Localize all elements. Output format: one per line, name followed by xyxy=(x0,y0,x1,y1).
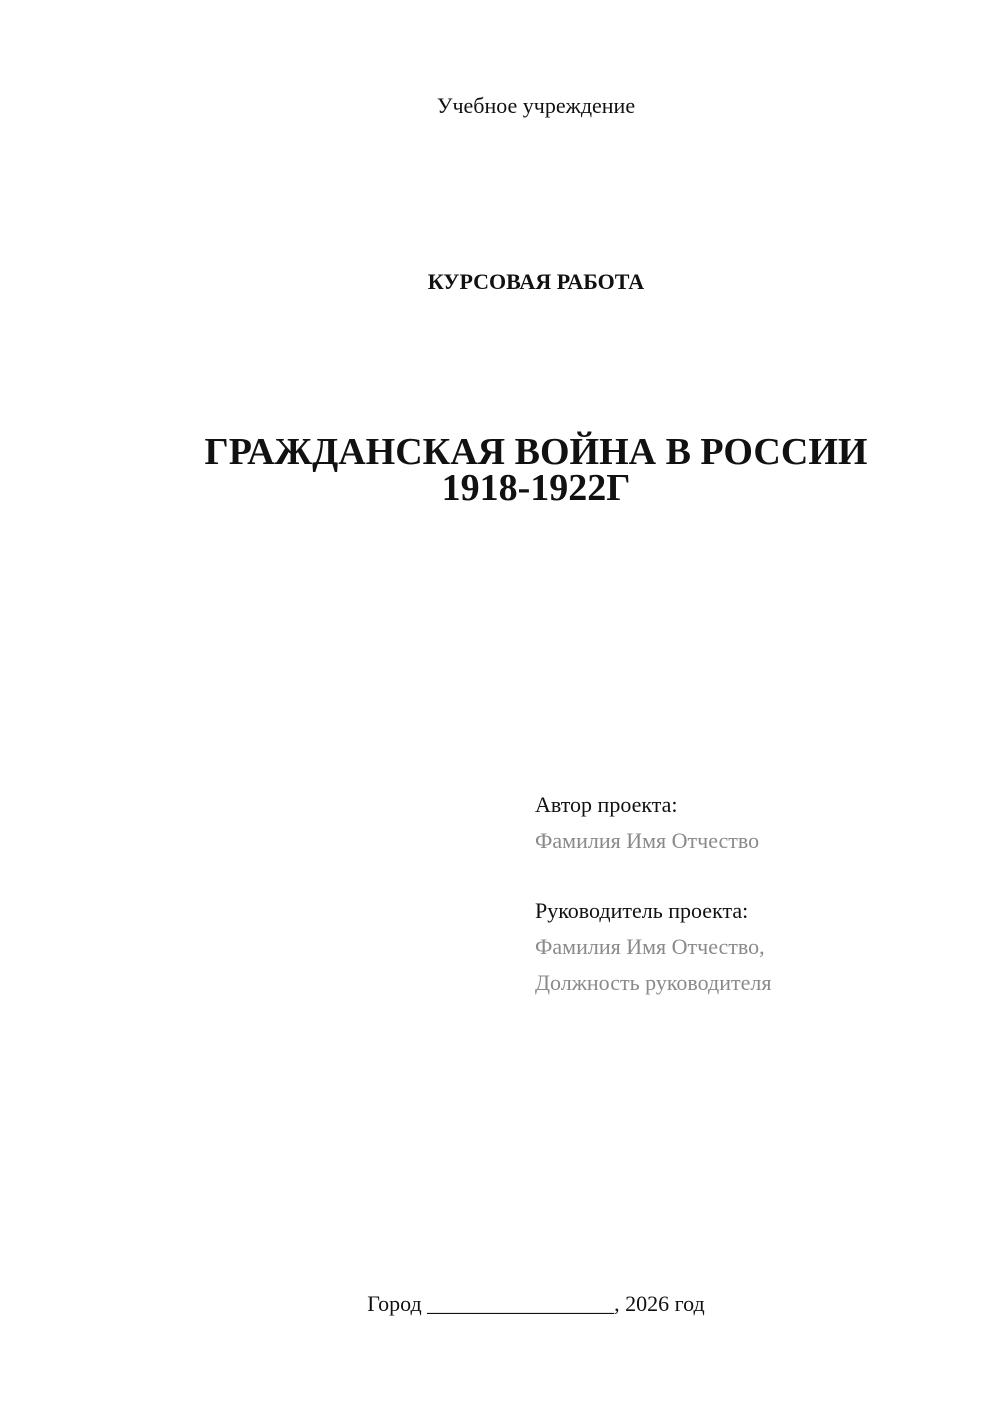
credits-spacer xyxy=(535,859,975,893)
city-year-footer: Город _________________, 2026 год xyxy=(367,1291,705,1316)
supervisor-label: Руководитель проекта: xyxy=(535,898,749,923)
main-title-line-1: ГРАЖДАНСКАЯ ВОЙНА В РОССИИ xyxy=(204,431,868,473)
author-name: Фамилия Имя Отчество xyxy=(535,828,760,853)
main-title xyxy=(0,431,1000,509)
supervisor-name: Фамилия Имя Отчество, xyxy=(535,934,765,959)
document-type: КУРСОВАЯ РАБОТА xyxy=(427,269,645,294)
main-title-line-2: 1918-1922Г xyxy=(441,467,631,509)
supervisor-position: Должность руководителя xyxy=(535,970,772,995)
author-label: Автор проекта: xyxy=(535,792,678,817)
institution-name: Учебное учреждение xyxy=(436,93,636,118)
credits-block xyxy=(535,787,975,1001)
